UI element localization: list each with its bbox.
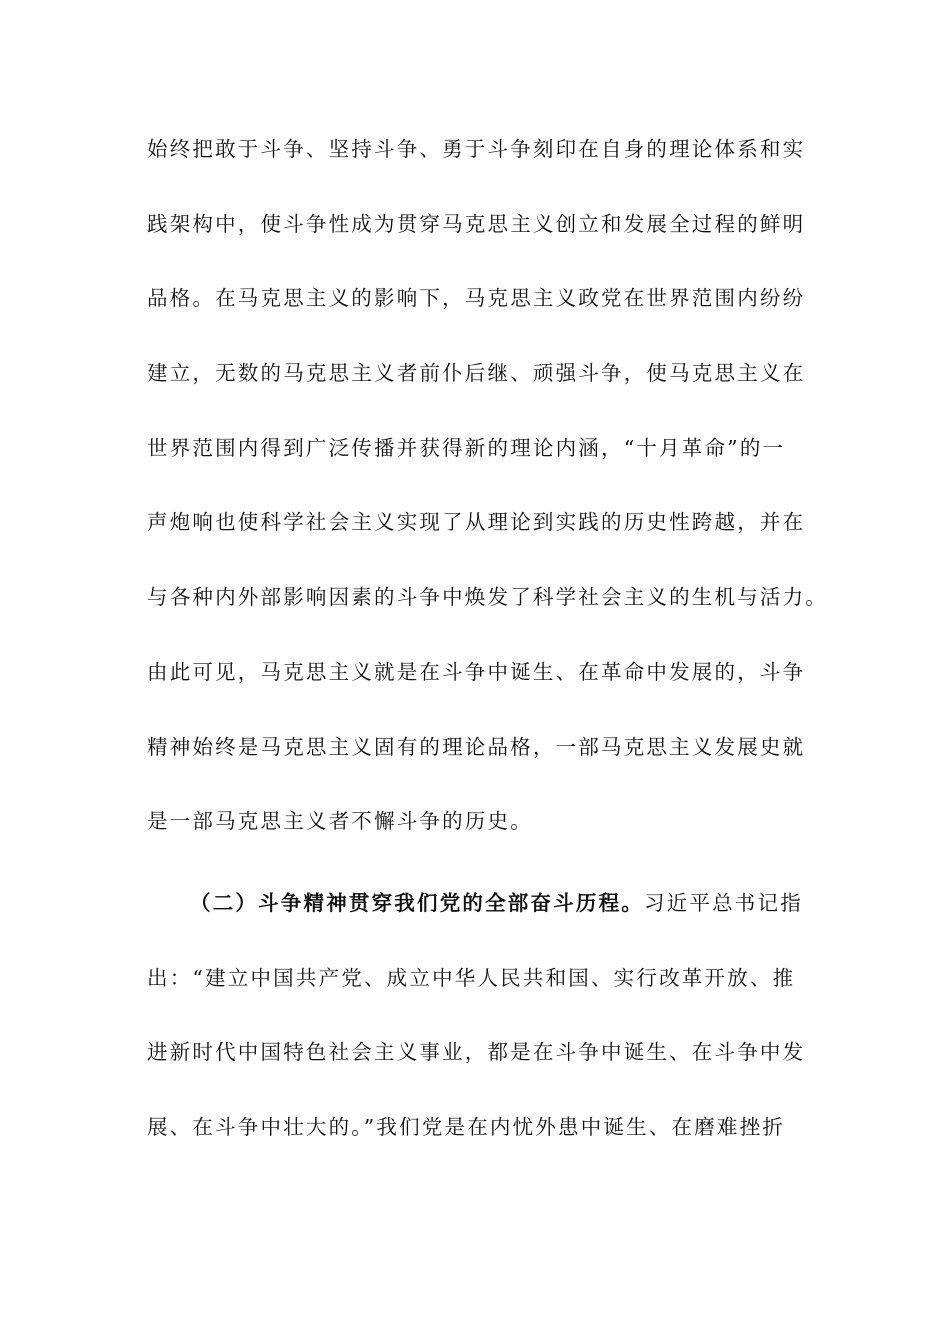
text-line: 品格。在马克思主义的影响下，马克思主义政党在世界范围内纷纷 bbox=[147, 286, 806, 311]
paragraph-marxism-struggle bbox=[147, 112, 828, 859]
section-heading: （二）斗争精神贯穿我们党的全部奋斗历程。 bbox=[190, 891, 644, 915]
text-line: 展、在斗争中壮大的。”我们党是在内忧外患中诞生、在磨难挫折 bbox=[147, 1115, 786, 1140]
text-line: 建立，无数的马克思主义者前仆后继、顽强斗争，使马克思主义在 bbox=[147, 361, 806, 386]
paragraph-party-struggle bbox=[147, 866, 807, 1165]
text-line: 精神始终是马克思主义固有的理论品格，一部马克思主义发展史就 bbox=[147, 734, 806, 759]
text-line: 是一部马克思主义者不懈斗争的历史。 bbox=[147, 809, 533, 834]
text-line: 出：“建立中国共产党、成立中华人民共和国、实行改革开放、推 bbox=[147, 965, 796, 990]
text-line: 由此可见，马克思主义就是在斗争中诞生、在革命中发展的，斗争 bbox=[147, 659, 806, 684]
text-line: 世界范围内得到广泛传播并获得新的理论内涵，“十月革命”的一 bbox=[147, 435, 786, 460]
text-line: 声炮响也使科学社会主义实现了从理论到实践的历史性跨越，并在 bbox=[147, 510, 806, 535]
heading-continuation: 习近平总书记指 bbox=[644, 891, 803, 915]
text-line: 始终把敢于斗争、坚持斗争、勇于斗争刻印在自身的理论体系和实 bbox=[147, 137, 806, 161]
text-line: 践架构中，使斗争性成为贯穿马克思主义创立和发展全过程的鲜明 bbox=[147, 211, 806, 236]
text-line: 进新时代中国特色社会主义事业，都是在斗争中诞生、在斗争中发 bbox=[147, 1040, 806, 1065]
paragraph-first-line bbox=[147, 866, 807, 941]
text-line: 与各种内外部影响因素的斗争中焕发了科学社会主义的生机与活力。 bbox=[147, 585, 828, 610]
